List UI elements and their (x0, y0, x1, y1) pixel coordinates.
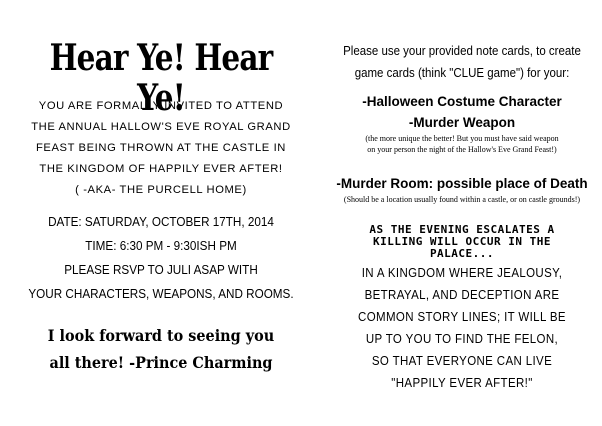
invite-line: FEAST BEING THROWN AT THE CASTLE IN (36, 142, 286, 154)
event-details (16, 210, 306, 306)
story-line: IN A KINGDOM WHERE JEALOUSY, (361, 266, 563, 280)
invite-line: THE ANNUAL HALLOW'S EVE ROYAL GRAND (31, 121, 291, 133)
rsvp-line: YOUR CHARACTERS, WEAPONS, AND ROOMS. (28, 286, 294, 301)
item-room (322, 174, 602, 205)
instructions-intro (333, 40, 591, 84)
weapon-note: (the more unique the better! But you must have said weapon (365, 134, 559, 143)
escalate-line: KILLING WILL OCCUR IN THE (372, 235, 552, 248)
item-room-label: -Murder Room: possible place of Death (336, 176, 588, 191)
invite-line: ( -AKA- THE PURCELL HOME) (75, 184, 247, 196)
closing-line: all there! -Prince Charming (49, 353, 273, 372)
instructions-right-panel (322, 0, 602, 426)
item-costume-label: -Halloween Costume Character (362, 94, 562, 109)
escalate-line: PALACE... (429, 247, 495, 260)
rsvp-line: PLEASE RSVP TO JULI ASAP WITH (64, 262, 258, 277)
closing-signature (16, 322, 306, 376)
story-line: BETRAYAL, AND DECEPTION ARE (364, 288, 560, 302)
escalate-line: AS THE EVENING ESCALATES A (369, 223, 555, 236)
event-time: TIME: 6:30 PM - 9:30ISH PM (85, 238, 237, 253)
invite-line: YOU ARE FORMALLY INVITED TO ATTEND (38, 100, 284, 112)
story-line: UP TO YOU TO FIND THE FELON, (365, 332, 559, 346)
invite-line: THE KINGDOM OF HAPPILY EVER AFTER! (39, 163, 283, 175)
story-text (333, 262, 591, 394)
room-note: (Should be a location usually found within a castle, or on castle grounds!) (343, 195, 581, 204)
item-weapon (322, 113, 602, 155)
story-line: "HAPPILY EVER AFTER!" (391, 376, 533, 390)
intro-line: game cards (think "CLUE game") for your: (354, 66, 570, 80)
headline: Hear Ye! Hear Ye! (49, 37, 273, 119)
story-line: COMMON STORY LINES; IT WILL BE (358, 310, 566, 324)
closing-line: I look forward to seeing you (47, 326, 275, 345)
invitation-text (0, 96, 322, 201)
weapon-note: on your person the night of the Hallow's Eve Grand Feast!) (367, 145, 557, 154)
story-line: SO THAT EVERYONE CAN LIVE (371, 354, 553, 368)
escalation-text (322, 224, 602, 260)
item-costume (322, 92, 602, 112)
event-date: DATE: SATURDAY, OCTOBER 17TH, 2014 (48, 214, 274, 229)
intro-line: Please use your provided note cards, to create (343, 44, 581, 58)
item-weapon-label: -Murder Weapon (408, 115, 516, 130)
